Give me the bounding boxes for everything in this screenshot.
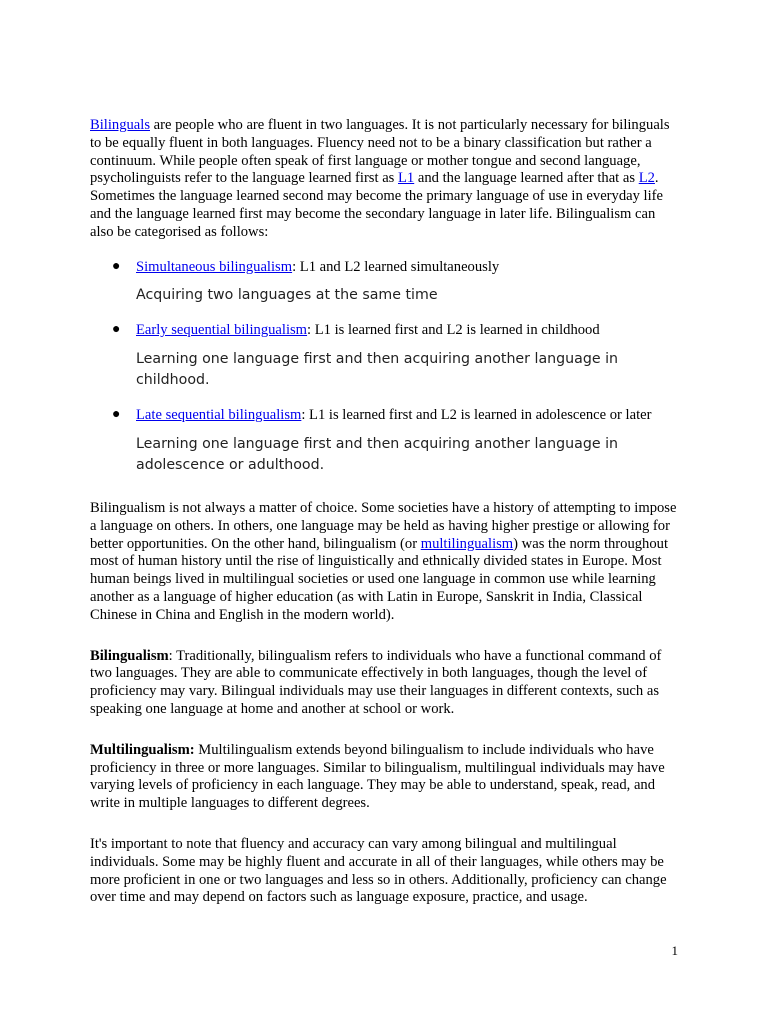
early-sequential-bilingualism-link[interactable]: Early sequential bilingualism xyxy=(136,322,308,339)
category-line xyxy=(136,322,680,340)
bilinguals-link[interactable]: Bilinguals xyxy=(90,117,150,133)
document-body xyxy=(90,117,680,907)
bilingualism-term: Bilingualism xyxy=(90,647,169,664)
multilingualism-definition-text: Multilingualism extends beyond bilingualism to include individuals who have proficiency in three or more languages. Similar to bilingualism, multilingual individuals may have varying levels of proficiency in each language. They may be able to understand, speak, read, and write in multiple languages to different degrees. xyxy=(90,741,665,812)
category-line xyxy=(136,259,680,277)
page-number: 1 xyxy=(671,943,678,958)
category-text: : L1 is learned first and L2 is learned in childhood xyxy=(307,322,600,339)
multilingualism-term: Multilingualism: xyxy=(90,741,195,758)
simultaneous-bilingualism-link[interactable]: Simultaneous bilingualism xyxy=(136,258,293,275)
category-description: Learning one language first and then acquiring another language in childhood. xyxy=(136,351,619,389)
category-line xyxy=(136,407,680,425)
multilingualism-definition-paragraph xyxy=(90,742,680,813)
choice-paragraph xyxy=(90,500,680,625)
bilingualism-categories-list xyxy=(90,259,680,476)
multilingualism-link[interactable]: multilingualism xyxy=(420,535,514,552)
intro-paragraph xyxy=(90,117,680,242)
late-sequential-bilingualism-link[interactable]: Late sequential bilingualism xyxy=(136,407,302,424)
list-item xyxy=(90,322,680,391)
closing-paragraph: It's important to note that fluency and accuracy can vary among bilingual and multilingual individuals. Some may be highly fluent and accurate in all of their languages, while others may be more proficient in one or two languages and less so in others. Additionally, proficiency can change over time and may depend on factors such as language exposure, practice, and usage. xyxy=(90,835,667,906)
intro-text-1: are people who are fluent in two languages. It is not particularly necessary for bilinguals to be equally fluent in both languages. Fluency need not to be a binary classification but rather a continuum. While people often speak of first language or mother tongue and second language, psycholinguists refer to the language learned first as xyxy=(90,117,670,187)
intro-text-2: and the language learned after that as xyxy=(414,170,639,187)
category-description: Learning one language first and then acquiring another language in adolescence or adulthood. xyxy=(136,435,619,473)
category-description: Acquiring two languages at the same time xyxy=(136,287,438,304)
bullet-icon: ● xyxy=(112,258,121,274)
list-item xyxy=(90,259,680,307)
l1-link[interactable]: L1 xyxy=(398,170,415,187)
bullet-icon: ● xyxy=(112,407,121,423)
intro-text-3: . Sometimes the language learned second may become the primary language of use in everyday life and the language learned first may become the secondary language in later life. Bilingualism can also be categorised as follows: xyxy=(90,170,663,240)
choice-text-1: Bilingualism is not always a matter of choice. Some societies have a history of attempting to impose a language on others. In others, one language may be held as having higher prestige or allowing for better opportunities. On the other hand, bilingualism (or xyxy=(90,499,677,552)
category-text: : L1 is learned first and L2 is learned in adolescence or later xyxy=(301,407,652,424)
bilingualism-definition-paragraph xyxy=(90,648,680,719)
list-item xyxy=(90,407,680,476)
choice-text-2: ) was the norm throughout most of human history until the rise of linguistically and ethnically divided states in Europe. Most human beings lived in multilingual societies or used one language in common use while learning another as a language of higher education (as with Latin in Europe, Sanskrit in India, Classical Chinese in China and English in the modern world). xyxy=(90,535,669,623)
bullet-icon: ● xyxy=(112,322,121,338)
l2-link[interactable]: L2 xyxy=(638,170,655,187)
category-text: : L1 and L2 learned simultaneously xyxy=(292,258,500,275)
bilingualism-definition-text: : Traditionally, bilingualism refers to individuals who have a functional command of two languages. They are able to communicate effectively in both languages, though the level of proficiency may vary. Bilingual individuals may use their languages in different contexts, such as speaking one language at home and another at school or work. xyxy=(90,647,662,717)
